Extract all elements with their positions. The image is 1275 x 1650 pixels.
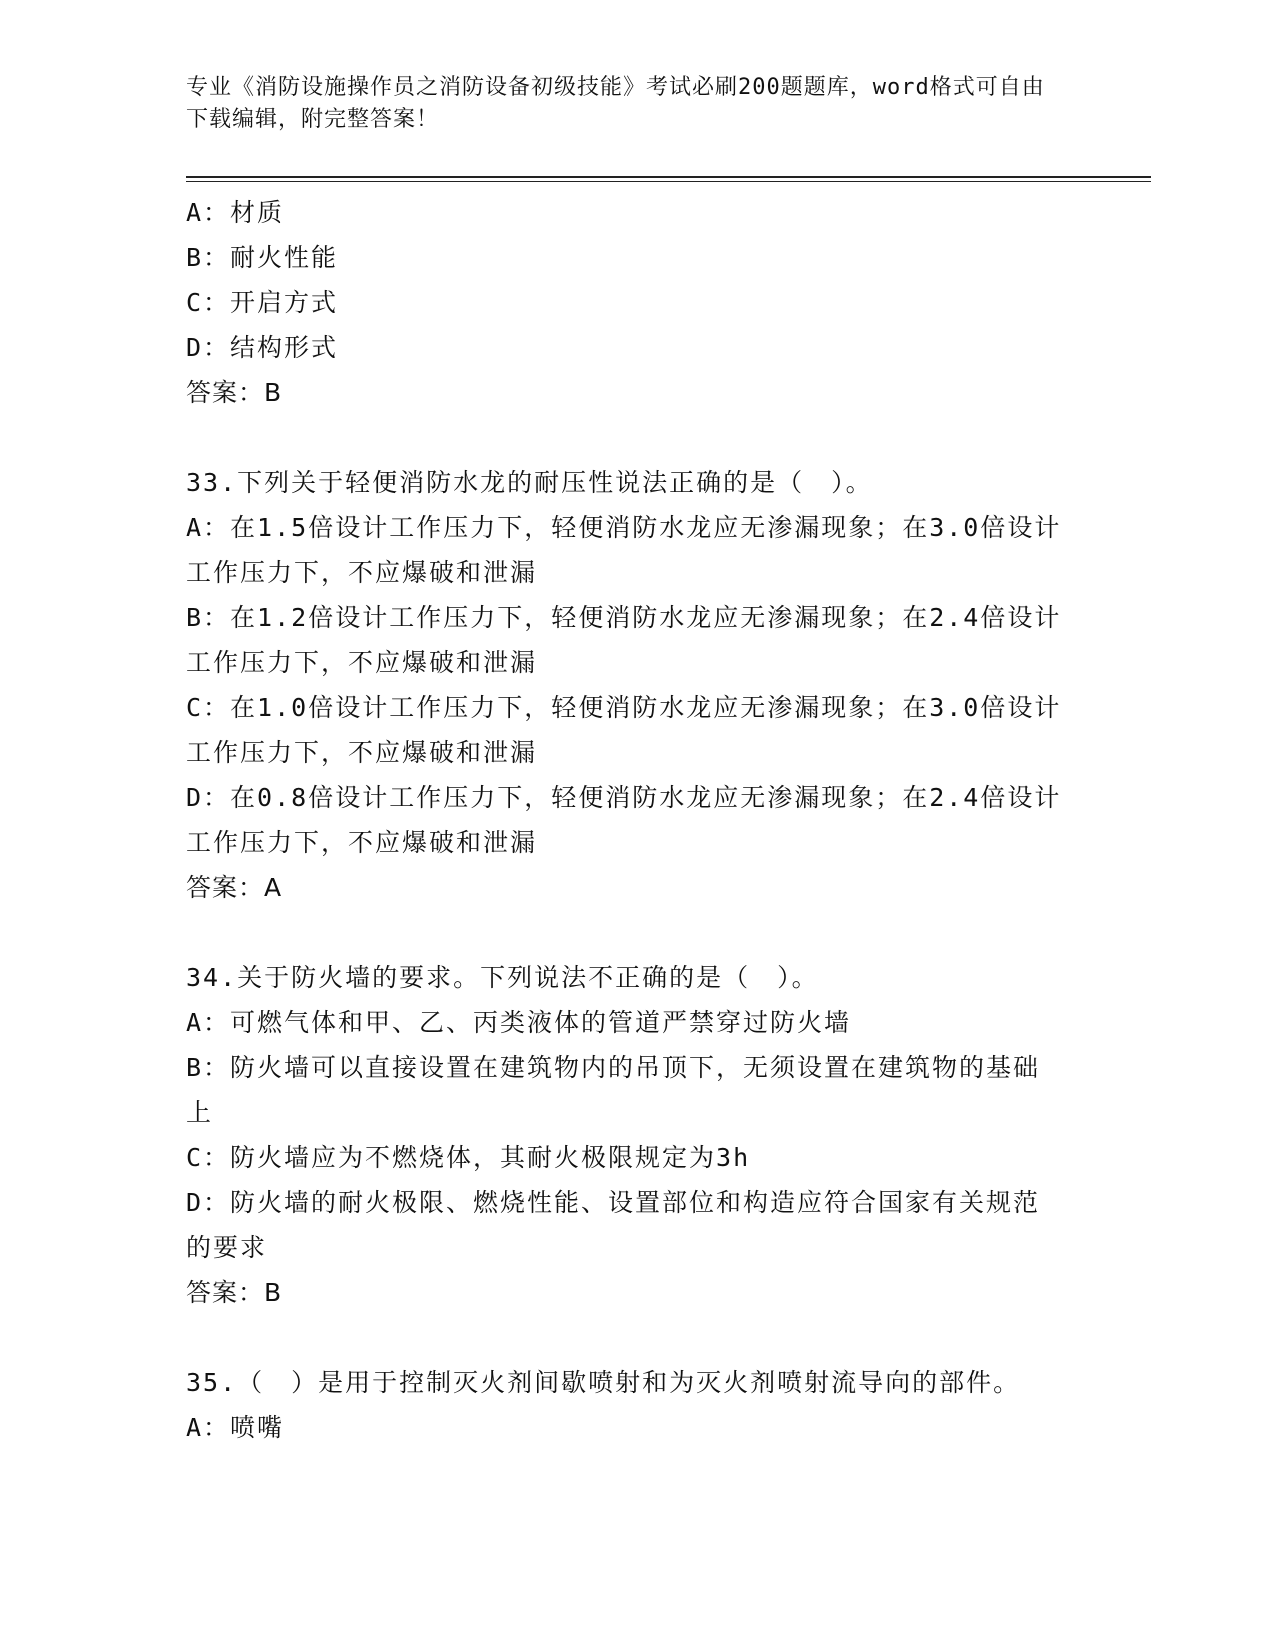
option-a: A：材质 — [186, 198, 285, 227]
option-a: A：喷嘴 — [186, 1413, 285, 1442]
option-c: C：防火墙应为不燃烧体，其耐火极限规定为3h — [186, 1143, 751, 1172]
answer: 答案：A — [186, 873, 283, 902]
option-b: B：耐火性能 — [186, 243, 339, 272]
option-b: B：防火墙可以直接设置在建筑物内的吊顶下，无须设置在建筑物的基础上 — [186, 1053, 1041, 1127]
option-d: D：在0.8倍设计工作压力下，轻便消防水龙应无渗漏现象；在2.4倍设计工作压力下，不应爆破和泄漏 — [186, 783, 1062, 857]
header-text: 专业《消防设施操作员之消防设备初级技能》考试必刷200题题库，word格式可自由下载编辑，附完整答案！ — [186, 75, 1045, 132]
answer: 答案：B — [186, 1278, 283, 1307]
header-rule-top — [186, 176, 1151, 178]
question-32-options — [186, 190, 1066, 370]
header-rule-bottom — [186, 181, 1151, 182]
option-a: A：在1.5倍设计工作压力下，轻便消防水龙应无渗漏现象；在3.0倍设计工作压力下，不应爆破和泄漏 — [186, 513, 1062, 587]
spacer — [186, 1315, 1066, 1360]
question-33: 33.下列关于轻便消防水龙的耐压性说法正确的是（ ）。 — [186, 468, 873, 497]
option-a: A：可燃气体和甲、乙、丙类液体的管道严禁穿过防火墙 — [186, 1008, 852, 1037]
spacer — [186, 910, 1066, 955]
question-34: 34.关于防火墙的要求。下列说法不正确的是（ ）。 — [186, 963, 819, 992]
spacer — [186, 415, 1066, 460]
question-35: 35.（ ）是用于控制灭火剂间歇喷射和为灭火剂喷射流导向的部件。 — [186, 1368, 1021, 1397]
document-body — [186, 190, 1066, 1450]
option-c: C：开启方式 — [186, 288, 339, 317]
option-b: B：在1.2倍设计工作压力下，轻便消防水龙应无渗漏现象；在2.4倍设计工作压力下，不应爆破和泄漏 — [186, 603, 1062, 677]
answer: 答案：B — [186, 378, 283, 407]
option-d: D：结构形式 — [186, 333, 339, 362]
option-c: C：在1.0倍设计工作压力下，轻便消防水龙应无渗漏现象；在3.0倍设计工作压力下，不应爆破和泄漏 — [186, 693, 1062, 767]
page-header — [186, 72, 1066, 136]
option-d: D：防火墙的耐火极限、燃烧性能、设置部位和构造应符合国家有关规范的要求 — [186, 1188, 1041, 1262]
